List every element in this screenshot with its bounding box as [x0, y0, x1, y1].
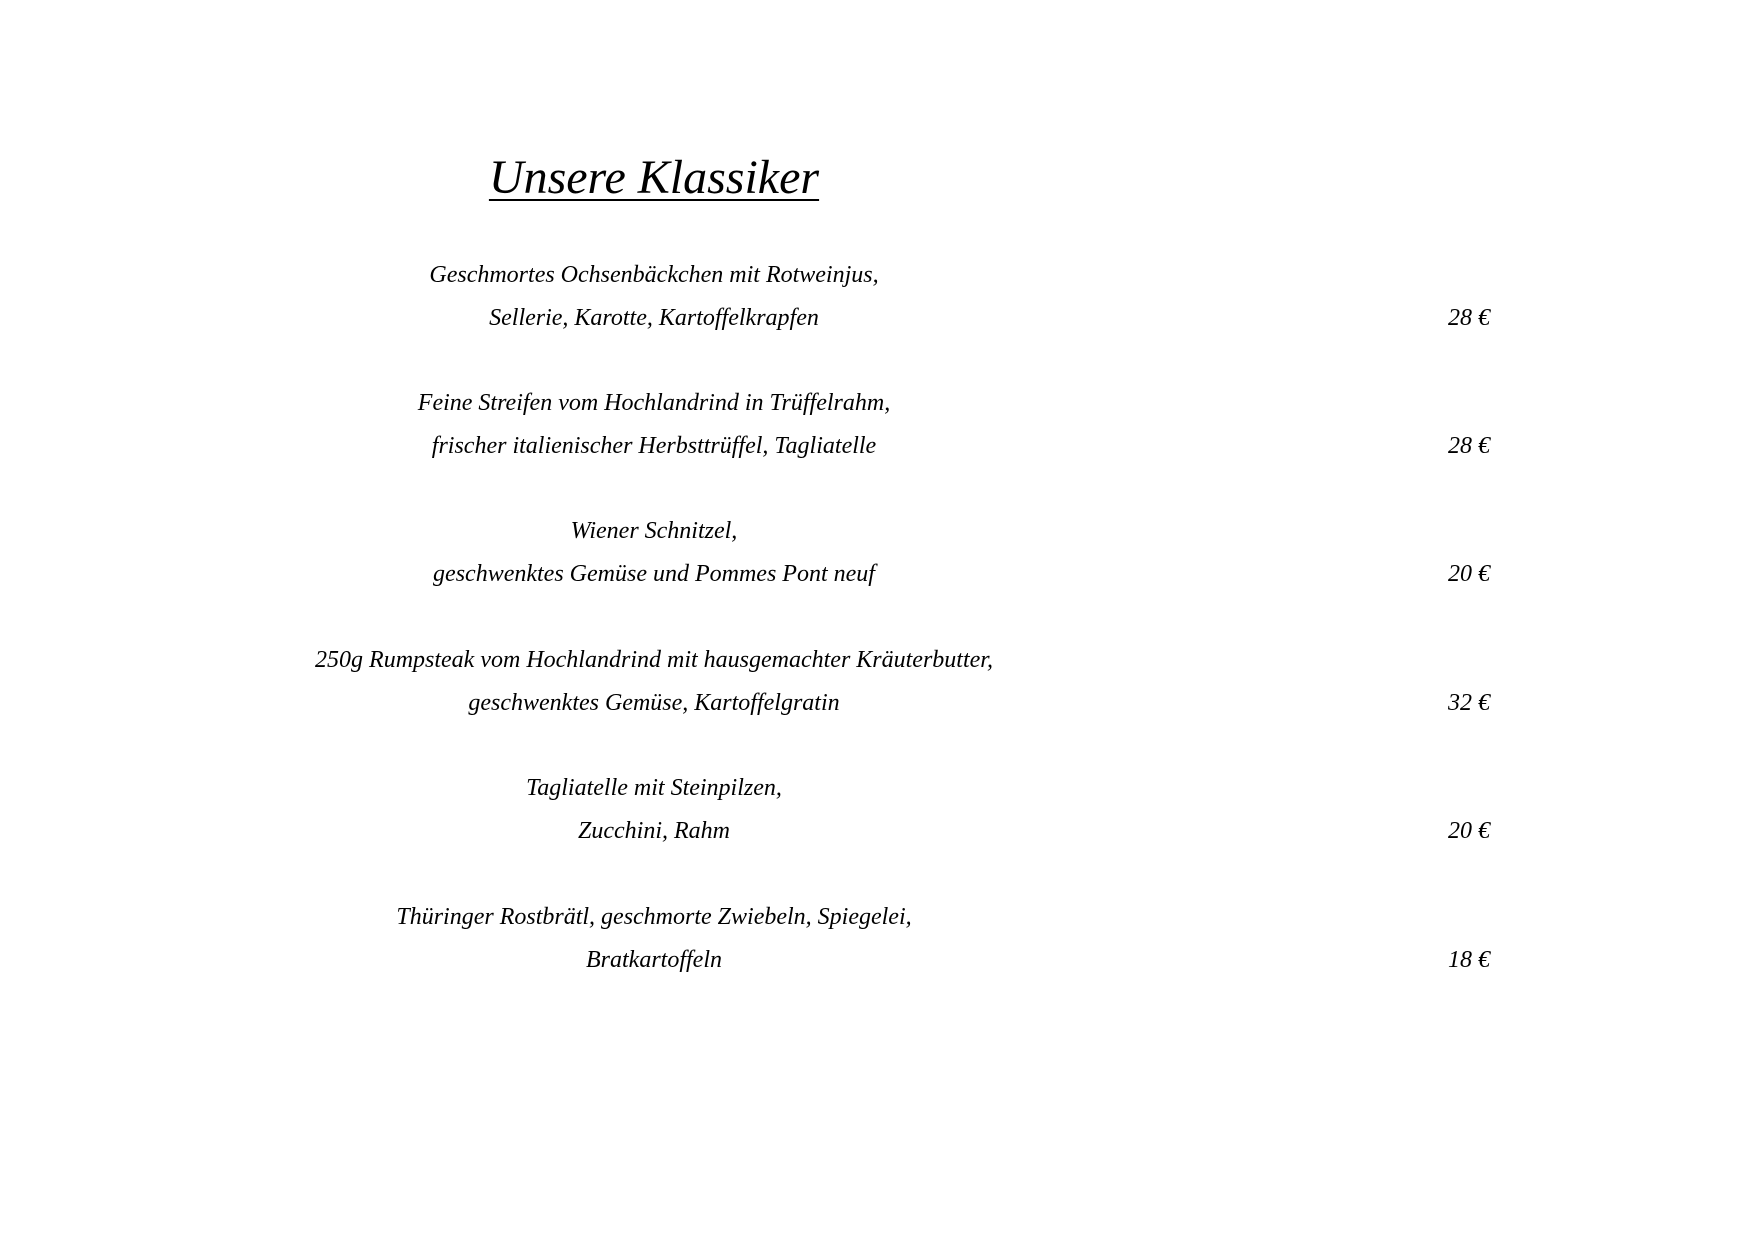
dish-name: Tagliatelle mit Steinpilzen,	[526, 775, 782, 801]
dish-sides: Sellerie, Karotte, Kartoffelkrapfen	[489, 305, 819, 331]
dish-price: 32 €	[1448, 690, 1490, 716]
dish-sides: geschwenktes Gemüse und Pommes Pont neuf	[433, 561, 875, 587]
dish-price: 18 €	[1448, 947, 1490, 973]
dish-price: 28 €	[1448, 433, 1490, 459]
dish-item	[0, 773, 1754, 863]
dish-item	[0, 388, 1754, 478]
dish-item	[0, 645, 1754, 735]
dish-price: 20 €	[1448, 818, 1490, 844]
dish-item	[0, 260, 1754, 350]
dish-item	[0, 516, 1754, 606]
dish-sides: geschwenktes Gemüse, Kartoffelgratin	[468, 690, 840, 716]
dish-price: 20 €	[1448, 561, 1490, 587]
dish-name: Wiener Schnitzel,	[570, 518, 738, 544]
dish-sides: Zucchini, Rahm	[578, 818, 730, 844]
menu-title-text: Unsere Klassiker	[488, 151, 820, 204]
dish-item	[0, 902, 1754, 992]
dish-name: Geschmortes Ochsenbäckchen mit Rotweinjus,	[429, 262, 879, 288]
dish-name: Thüringer Rostbrätl, geschmorte Zwiebeln, Spiegelei,	[396, 904, 912, 930]
dish-name: Feine Streifen vom Hochlandrind in Trüffelrahm,	[417, 390, 891, 416]
dish-sides: frischer italienischer Herbsttrüffel, Tagliatelle	[431, 433, 877, 459]
dish-sides: Bratkartoffeln	[586, 947, 722, 973]
dish-name: 250g Rumpsteak vom Hochlandrind mit hausgemachter Kräuterbutter,	[315, 647, 993, 673]
dish-price: 28 €	[1448, 305, 1490, 331]
